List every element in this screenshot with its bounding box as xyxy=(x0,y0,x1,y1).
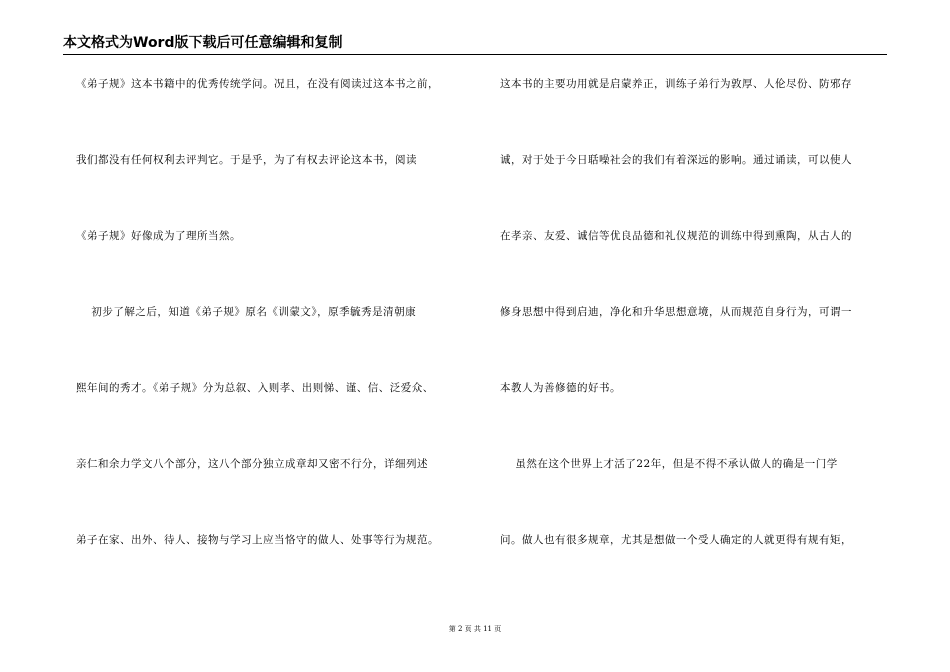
text-line: 熙年间的秀才。《弟子规》分为总叙、入则孝、出则悌、谨、信、泛爱众、 xyxy=(76,382,434,394)
text-line: 《弟子规》这本书籍中的优秀传统学问。况且，在没有阅读过这本书之前， xyxy=(76,78,439,90)
text-line: 初步了解之后，知道《弟子规》原名《训蒙文》，原季毓秀是清朝康 xyxy=(76,306,417,318)
text-line: 在孝亲、友爱、诚信等优良品德和礼仪规范的训练中得到熏陶，从古人的 xyxy=(500,230,852,242)
page-header xyxy=(63,34,887,55)
header-title: 本文格式为Word版下载后可任意编辑和复制 xyxy=(63,35,343,51)
text-line: 修身思想中得到启迪，净化和升华思想意境，从而规范自身行为，可谓一 xyxy=(500,306,852,318)
text-line: 虽然在这个世界上才活了22年，但是不得不承认做人的确是一门学 xyxy=(500,458,838,470)
text-line: 诚，对于处于今日聒噪社会的我们有着深远的影响。通过诵读，可以使人 xyxy=(500,154,852,166)
text-line: 亲仁和余力学文八个部分，这八个部分独立成章却又密不行分，详细列述 xyxy=(76,458,428,470)
text-line: 弟子在家、出外、待人、接物与学习上应当恪守的做人、处事等行为规范。 xyxy=(76,534,439,546)
text-line: 问。做人也有很多规章，尤其是想做一个受人确定的人就更得有规有矩， xyxy=(500,534,852,546)
text-line: 《弟子规》好像成为了理所当然。 xyxy=(76,230,241,242)
right-column xyxy=(500,74,892,606)
text-line: 我们都没有任何权利去评判它。于是乎，为了有权去评论这本书，阅读 xyxy=(76,154,417,166)
left-column xyxy=(76,74,476,606)
text-line: 这本书的主要功用就是启蒙养正，训练子弟行为敦厚、人伦尽份、防邪存 xyxy=(500,78,852,90)
page-number: 第 2 页 共 11 页 xyxy=(448,625,502,633)
text-line: 本教人为善修德的好书。 xyxy=(500,382,621,394)
